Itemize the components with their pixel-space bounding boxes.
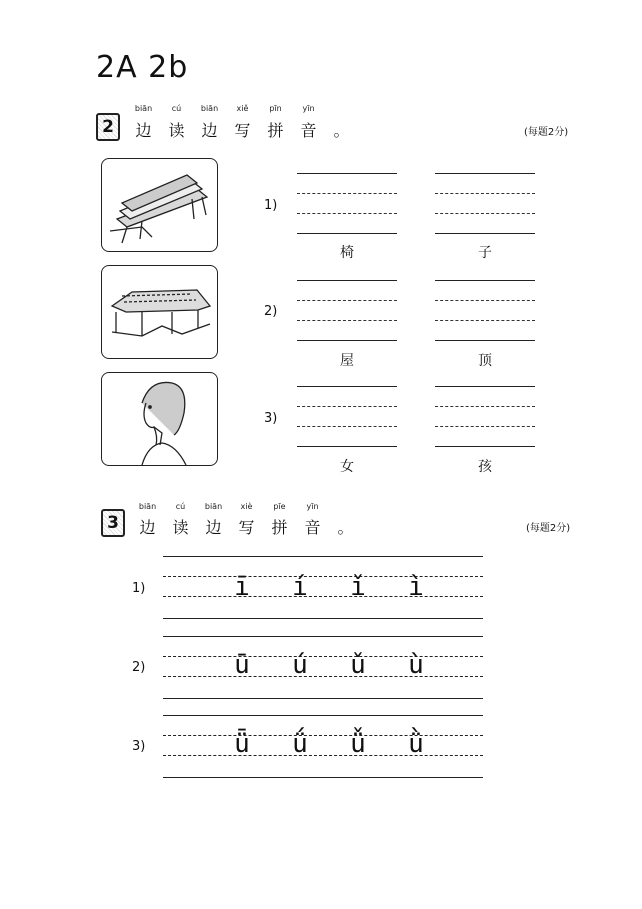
pinyin-syllable: biān — [138, 502, 157, 511]
instruction-char: 音 — [304, 518, 321, 537]
tone-mark: ī — [234, 572, 250, 602]
pinyin-writing-lines[interactable] — [435, 173, 535, 233]
instruction-period: 。 — [337, 518, 354, 537]
pinyin-syllable: xiě — [236, 104, 249, 113]
tone-mark: ū — [234, 650, 250, 680]
pinyin-syllable: yīn — [302, 104, 315, 113]
pinyin-writing-lines[interactable] — [297, 173, 397, 233]
word-char: 女 — [340, 459, 354, 475]
section-3-instruction — [131, 515, 362, 538]
roof-picture — [101, 265, 218, 359]
pinyin-syllable: biān — [200, 104, 219, 113]
tone-mark: ǘ — [292, 729, 308, 759]
section-3-score: (每题2分) — [526, 523, 571, 534]
tone-row — [213, 731, 445, 757]
tone-mark: ǖ — [234, 729, 250, 759]
instruction-char: 边 — [205, 518, 222, 537]
instruction-char: 边 — [201, 121, 218, 140]
tone-row — [213, 652, 445, 678]
section-3-number-badge: 3 — [101, 509, 125, 537]
tone-mark: í — [292, 572, 308, 602]
instruction-char: 写 — [234, 121, 251, 140]
instruction-period: 。 — [333, 121, 350, 140]
tone-row — [213, 574, 445, 600]
pinyin-syllable: biān — [204, 502, 223, 511]
girl-picture — [101, 372, 218, 466]
section-2-instruction — [127, 118, 358, 141]
pinyin-writing-lines[interactable] — [435, 280, 535, 340]
instruction-char: 边 — [135, 121, 152, 140]
question-label: 3) — [264, 411, 278, 426]
pinyin-syllable: yīn — [306, 502, 319, 511]
pinyin-syllable: cú — [171, 104, 182, 113]
section-2-number-badge: 2 — [96, 113, 120, 141]
tone-mark: ù — [408, 650, 424, 680]
instruction-char: 拼 — [267, 121, 284, 140]
word-char: 屋 — [340, 353, 354, 369]
house-roof-icon — [102, 266, 217, 358]
pinyin-syllable: pīe — [273, 502, 286, 511]
tone-mark: ǐ — [350, 572, 366, 602]
pinyin-syllable: pīn — [269, 104, 282, 113]
pinyin-syllable: biān — [134, 104, 153, 113]
instruction-char: 拼 — [271, 518, 288, 537]
pinyin-syllable: cú — [175, 502, 186, 511]
question-label: 2) — [132, 660, 146, 675]
instruction-char: 边 — [139, 518, 156, 537]
section-2-score: (每题2分) — [524, 127, 569, 138]
question-label: 1) — [264, 198, 278, 213]
section-3-pinyin — [131, 502, 329, 511]
girl-portrait-icon — [102, 373, 217, 465]
tone-mark: ǜ — [408, 729, 424, 759]
tone-mark: ú — [292, 650, 308, 680]
instruction-char: 写 — [238, 518, 255, 537]
instruction-char: 音 — [300, 121, 317, 140]
word-char: 孩 — [478, 459, 492, 475]
word-char: 子 — [478, 245, 492, 261]
pinyin-writing-lines[interactable] — [435, 386, 535, 446]
bench-picture — [101, 158, 218, 252]
question-label: 1) — [132, 581, 146, 596]
word-char: 椅 — [340, 245, 354, 261]
pinyin-syllable: xiè — [240, 502, 253, 511]
instruction-char: 读 — [172, 518, 189, 537]
question-label: 2) — [264, 304, 278, 319]
instruction-char: 读 — [168, 121, 185, 140]
bench-icon — [102, 159, 217, 251]
section-2-pinyin — [127, 104, 325, 113]
tone-mark: ǔ — [350, 650, 366, 680]
tone-mark: ǚ — [350, 729, 366, 759]
page-title: 2A 2b — [96, 50, 189, 85]
tone-mark: ì — [408, 572, 424, 602]
pinyin-writing-lines[interactable] — [297, 280, 397, 340]
question-label: 3) — [132, 739, 146, 754]
word-char: 顶 — [478, 353, 492, 369]
pinyin-writing-lines[interactable] — [297, 386, 397, 446]
